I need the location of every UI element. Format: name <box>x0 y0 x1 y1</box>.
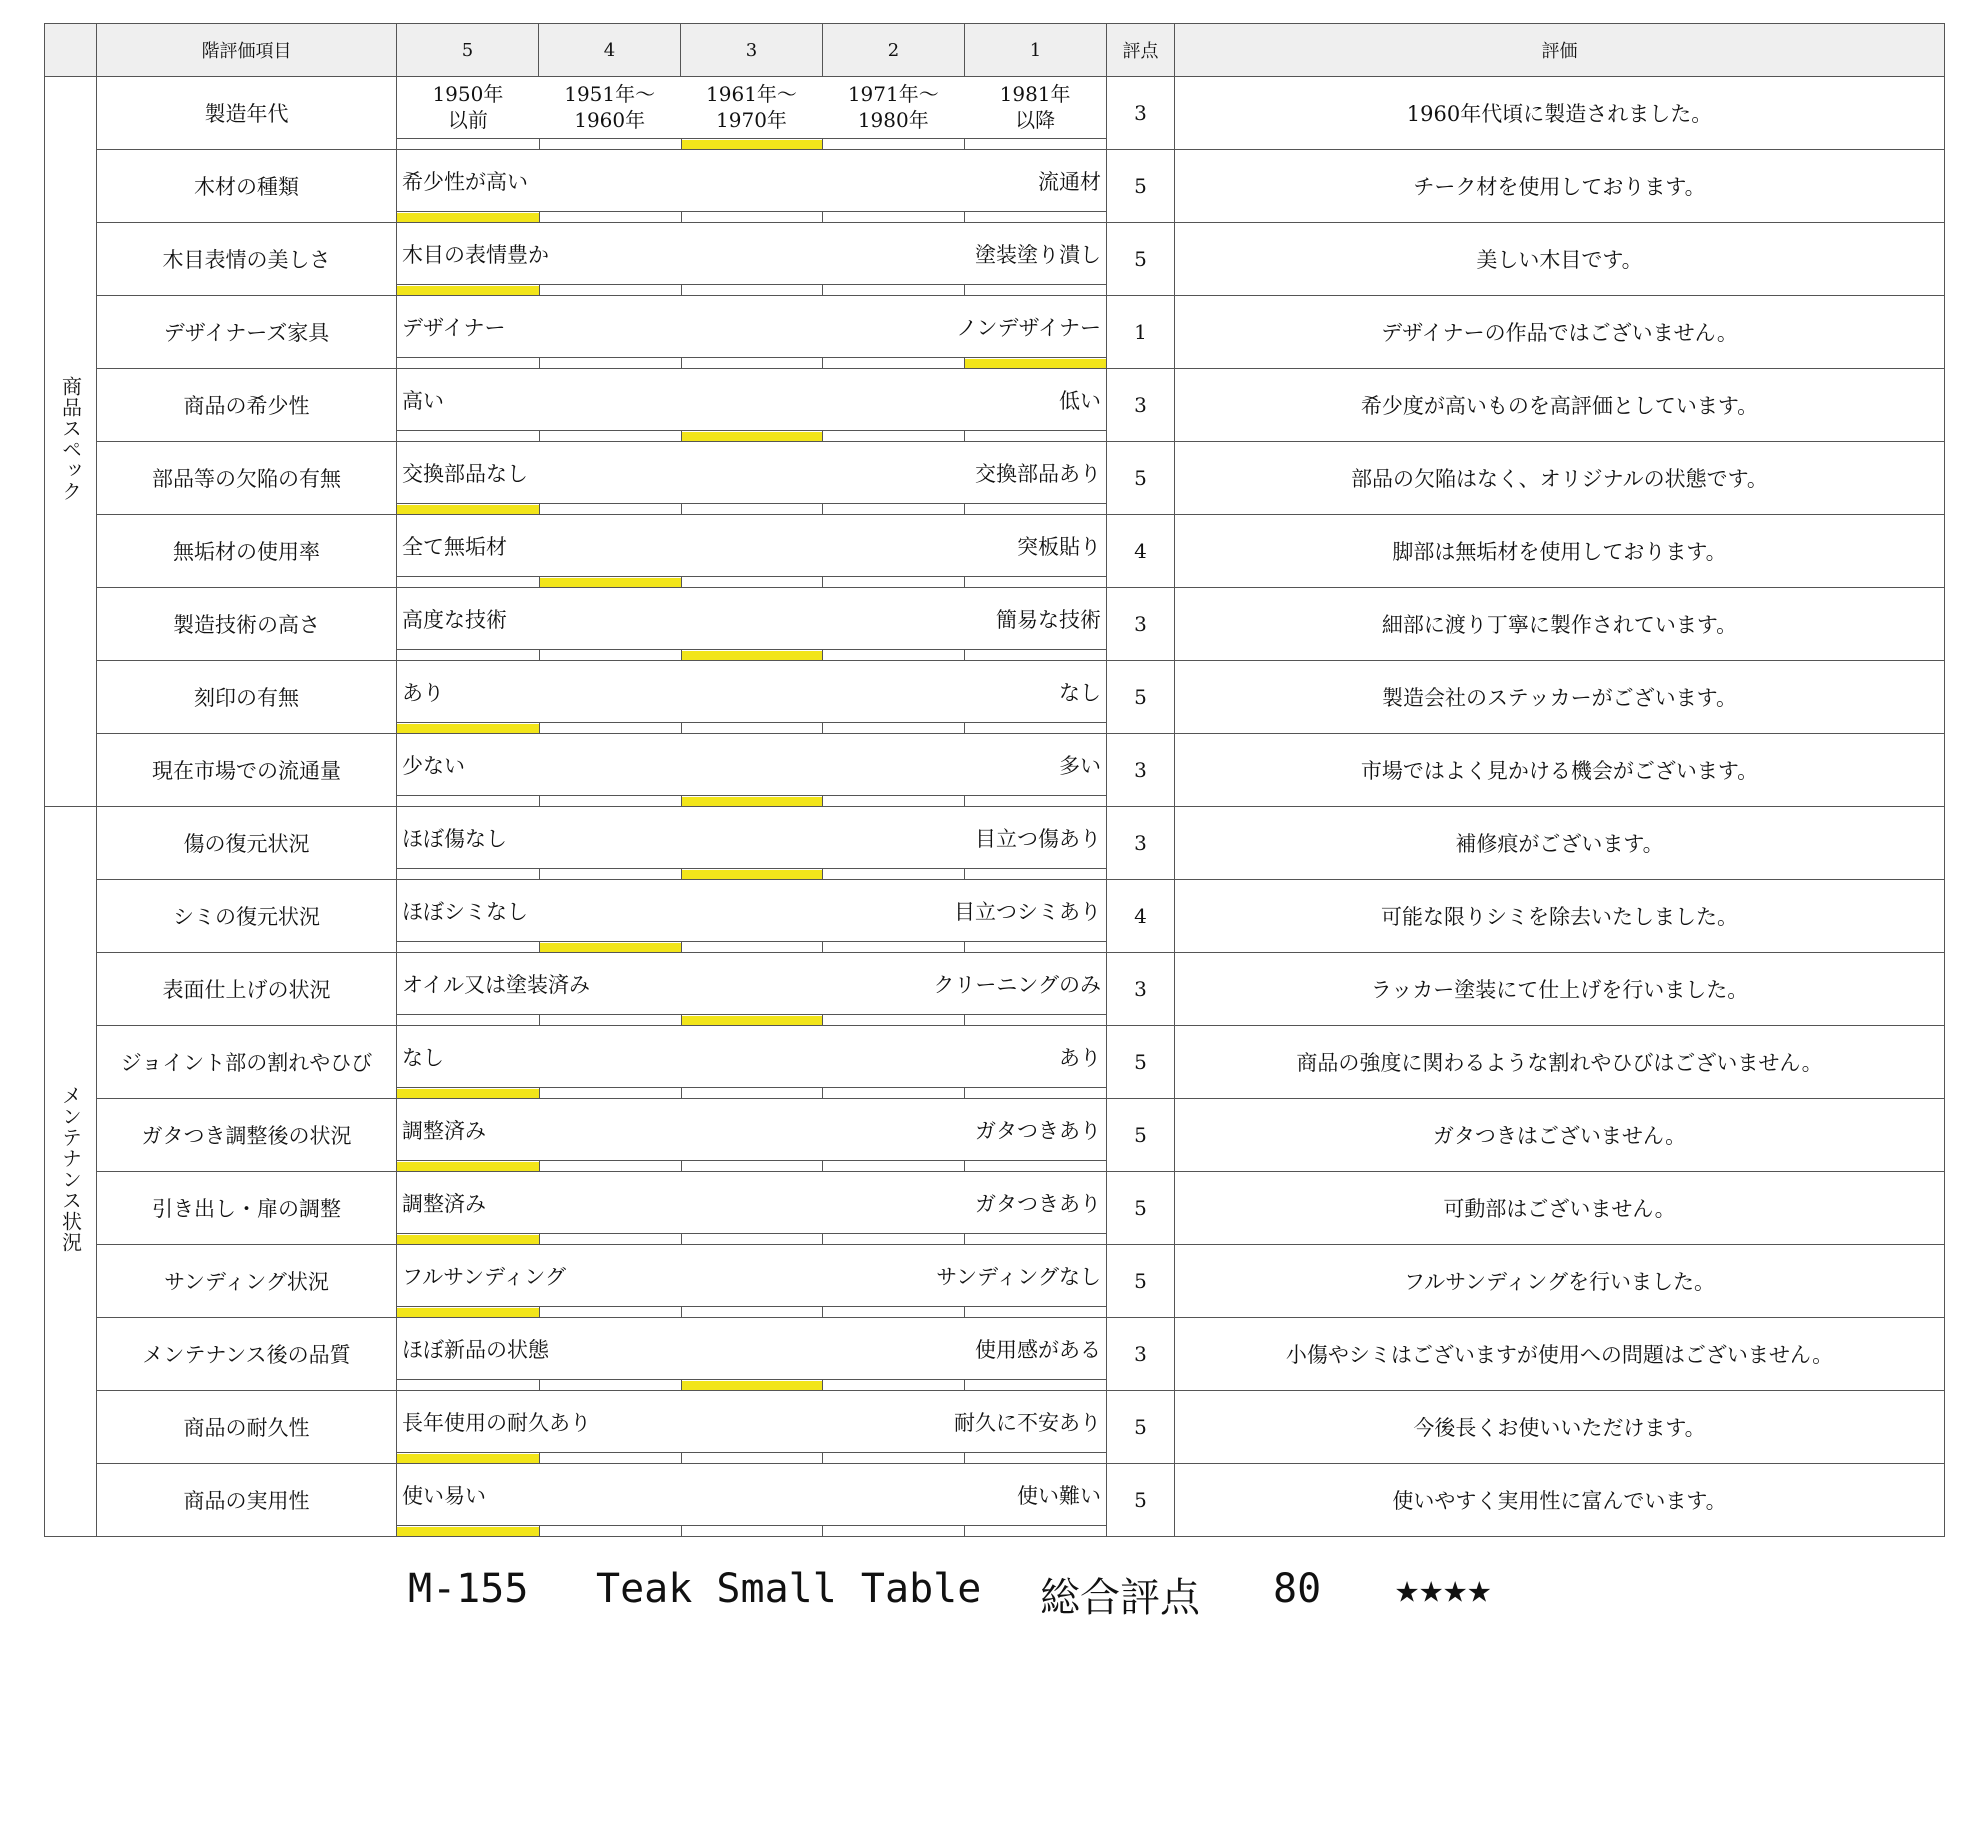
score-marker <box>397 1235 539 1244</box>
scale-track <box>397 795 1106 806</box>
product-name: Teak Small Table <box>596 1566 982 1612</box>
scale-tick <box>964 1526 965 1536</box>
year-range <box>539 81 681 137</box>
scale-track <box>397 1525 1106 1536</box>
year-range-line: 1980年 <box>857 108 929 132</box>
scale-tick <box>681 1161 682 1171</box>
year-range-line: 1961年〜 <box>706 82 797 106</box>
year-ranges <box>397 81 1106 137</box>
rating-scale <box>397 1391 1107 1464</box>
score-marker <box>681 870 823 879</box>
score-marker <box>397 1089 539 1098</box>
scale-right-label: 使い難い <box>1017 1484 1101 1508</box>
scale-tick <box>822 723 823 733</box>
scale-tick <box>539 139 540 149</box>
scale-track <box>397 576 1106 587</box>
scale-left-label: 高い <box>402 389 444 413</box>
criterion-name: 製造年代 <box>97 77 397 150</box>
group-label-text: メンテナンス状況 <box>58 1085 83 1253</box>
score-value: 3 <box>1107 77 1175 150</box>
criterion-name: 現在市場での流通量 <box>97 734 397 807</box>
score-marker <box>397 213 539 222</box>
header-level-3: 3 <box>681 24 823 77</box>
scale-left-label: ほぼシミなし <box>402 900 528 924</box>
scale-tick <box>822 796 823 806</box>
table-row <box>45 734 1945 807</box>
scale-tick <box>964 577 965 587</box>
score-value: 5 <box>1107 1172 1175 1245</box>
scale-tick <box>681 796 682 806</box>
rating-scale <box>397 1318 1107 1391</box>
scale-tick <box>964 1015 965 1025</box>
scale-left-label: 高度な技術 <box>402 608 507 632</box>
total-score: 80 <box>1273 1566 1322 1612</box>
table-row <box>45 880 1945 953</box>
scale-tick <box>539 650 540 660</box>
scale-right-label: サンディングなし <box>936 1265 1101 1289</box>
scale-tick <box>539 796 540 806</box>
scale-tick <box>964 212 965 222</box>
scale-right-label: なし <box>1059 681 1101 705</box>
score-marker <box>397 1308 539 1317</box>
scale-tick <box>964 1380 965 1390</box>
scale-track <box>397 1233 1106 1244</box>
scale-track <box>397 1160 1106 1171</box>
criterion-name: 部品等の欠陥の有無 <box>97 442 397 515</box>
scale-tick <box>964 285 965 295</box>
score-marker <box>397 505 539 514</box>
scale-tick <box>539 431 540 441</box>
scale-right-label: 目立つシミあり <box>954 900 1101 924</box>
evaluation-comment: ガタつきはございません。 <box>1175 1099 1945 1172</box>
rating-scale <box>397 77 1107 150</box>
evaluation-comment: 可動部はございません。 <box>1175 1172 1945 1245</box>
table-row <box>45 1172 1945 1245</box>
scale-track <box>397 941 1106 952</box>
scale-left-label: なし <box>402 1046 444 1070</box>
group-label <box>45 807 97 1537</box>
score-marker <box>397 286 539 295</box>
table-row <box>45 807 1945 880</box>
scale-tick <box>822 431 823 441</box>
scale-tick <box>539 1380 540 1390</box>
year-range-line: 以前 <box>447 108 488 132</box>
score-marker <box>397 1527 539 1536</box>
year-range <box>964 81 1106 137</box>
scale-tick <box>539 869 540 879</box>
score-marker <box>964 359 1106 368</box>
rating-scale <box>397 1245 1107 1318</box>
scale-track <box>397 649 1106 660</box>
table-row <box>45 1318 1945 1391</box>
scale-tick <box>964 796 965 806</box>
scale-tick <box>822 869 823 879</box>
table-row <box>45 515 1945 588</box>
criterion-name: デザイナーズ家具 <box>97 296 397 369</box>
score-marker <box>397 1162 539 1171</box>
scale-tick <box>539 504 540 514</box>
scale-left-label: 使い易い <box>402 1484 486 1508</box>
scale-tick <box>822 1380 823 1390</box>
score-marker <box>397 724 539 733</box>
scale-tick <box>681 139 682 149</box>
criterion-name: 商品の耐久性 <box>97 1391 397 1464</box>
table-row <box>45 588 1945 661</box>
criterion-name: 引き出し・扉の調整 <box>97 1172 397 1245</box>
evaluation-table <box>44 23 1945 1537</box>
scale-tick <box>964 869 965 879</box>
scale-tick <box>822 577 823 587</box>
year-range-line: 1970年 <box>716 108 787 132</box>
scale-tick <box>681 1234 682 1244</box>
scale-tick <box>681 431 682 441</box>
score-value: 3 <box>1107 807 1175 880</box>
evaluation-comment: 細部に渡り丁寧に製作されています。 <box>1175 588 1945 661</box>
header-level-2: 2 <box>823 24 965 77</box>
score-value: 5 <box>1107 1026 1175 1099</box>
scale-tick <box>539 1161 540 1171</box>
year-range <box>397 81 539 137</box>
scale-left-label: 調整済み <box>402 1192 486 1216</box>
scale-left-label: フルサンディング <box>402 1265 567 1289</box>
scale-tick <box>964 1453 965 1463</box>
evaluation-comment: 希少度が高いものを高評価としています。 <box>1175 369 1945 442</box>
scale-track <box>397 1087 1106 1098</box>
scale-tick <box>822 1307 823 1317</box>
criterion-name: 刻印の有無 <box>97 661 397 734</box>
scale-tick <box>539 723 540 733</box>
scale-tick <box>681 723 682 733</box>
scale-right-label: 塗装塗り潰し <box>975 243 1101 267</box>
rating-scale <box>397 1464 1107 1537</box>
header-level-4: 4 <box>539 24 681 77</box>
header-level-5: 5 <box>397 24 539 77</box>
header-level-1: 1 <box>965 24 1107 77</box>
score-value: 1 <box>1107 296 1175 369</box>
rating-scale <box>397 734 1107 807</box>
scale-tick <box>681 1380 682 1390</box>
header-item: 階評価項目 <box>97 24 397 77</box>
evaluation-comment: 可能な限りシミを除去いたしました。 <box>1175 880 1945 953</box>
scale-left-label: 長年使用の耐久あり <box>402 1411 591 1435</box>
scale-tick <box>964 1088 965 1098</box>
evaluation-comment: 市場ではよく見かける機会がございます。 <box>1175 734 1945 807</box>
evaluation-comment: ラッカー塗装にて仕上げを行いました。 <box>1175 953 1945 1026</box>
score-marker <box>681 140 823 149</box>
criterion-name: 無垢材の使用率 <box>97 515 397 588</box>
score-value: 5 <box>1107 661 1175 734</box>
group-label-text: 商品スペック <box>58 376 83 502</box>
scale-tick <box>681 577 682 587</box>
evaluation-comment: 小傷やシミはございますが使用への問題はございません。 <box>1175 1318 1945 1391</box>
scale-left-label: デザイナー <box>402 316 506 340</box>
rating-scale <box>397 661 1107 734</box>
table-row <box>45 1026 1945 1099</box>
scale-tick <box>539 358 540 368</box>
year-range-line: 1950年 <box>432 82 504 106</box>
scale-right-label: クリーニングのみ <box>933 973 1101 997</box>
evaluation-comment: 部品の欠陥はなく、オリジナルの状態です。 <box>1175 442 1945 515</box>
table-row <box>45 1464 1945 1537</box>
rating-scale <box>397 369 1107 442</box>
scale-tick <box>681 358 682 368</box>
header-comment: 評価 <box>1175 24 1945 77</box>
score-marker <box>397 1454 539 1463</box>
scale-tick <box>681 1088 682 1098</box>
header-corner <box>45 24 97 77</box>
evaluation-comment: 1960年代頃に製造されました。 <box>1175 77 1945 150</box>
evaluation-comment: 補修痕がございます。 <box>1175 807 1945 880</box>
scale-right-label: 使用感がある <box>975 1338 1101 1362</box>
scale-tick <box>539 1453 540 1463</box>
scale-tick <box>539 285 540 295</box>
scale-tick <box>539 1234 540 1244</box>
scale-track <box>397 868 1106 879</box>
scale-track <box>397 722 1106 733</box>
score-value: 3 <box>1107 734 1175 807</box>
scale-left-label: 希少性が高い <box>402 170 528 194</box>
scale-tick <box>822 942 823 952</box>
scale-track <box>397 503 1106 514</box>
rating-scale <box>397 442 1107 515</box>
scale-tick <box>539 1526 540 1536</box>
score-value: 5 <box>1107 442 1175 515</box>
scale-tick <box>822 285 823 295</box>
criterion-name: 木目表情の美しさ <box>97 223 397 296</box>
score-value: 5 <box>1107 1391 1175 1464</box>
scale-tick <box>539 1088 540 1098</box>
scale-tick <box>964 942 965 952</box>
year-range-line: 以降 <box>1015 108 1056 132</box>
scale-right-label: あり <box>1059 1046 1101 1070</box>
table-row <box>45 77 1945 150</box>
scale-tick <box>964 1161 965 1171</box>
score-value: 5 <box>1107 1099 1175 1172</box>
criterion-name: 商品の希少性 <box>97 369 397 442</box>
scale-tick <box>964 1307 965 1317</box>
table-row <box>45 953 1945 1026</box>
scale-tick <box>539 942 540 952</box>
criterion-name: 商品の実用性 <box>97 1464 397 1537</box>
scale-tick <box>681 1526 682 1536</box>
year-range-line: 1971年〜 <box>847 82 939 106</box>
year-range-line: 1960年 <box>574 108 646 132</box>
score-value: 5 <box>1107 223 1175 296</box>
product-code: M-155 <box>408 1566 529 1612</box>
score-value: 3 <box>1107 953 1175 1026</box>
criterion-name: シミの復元状況 <box>97 880 397 953</box>
rating-scale <box>397 296 1107 369</box>
scale-tick <box>539 1015 540 1025</box>
scale-tick <box>964 431 965 441</box>
criterion-name: ガタつき調整後の状況 <box>97 1099 397 1172</box>
scale-left-label: ほぼ新品の状態 <box>402 1338 549 1362</box>
star-rating: ★★★★ <box>1395 1566 1492 1612</box>
score-marker <box>681 432 823 441</box>
scale-tick <box>822 1453 823 1463</box>
score-value: 5 <box>1107 150 1175 223</box>
score-marker <box>539 578 681 587</box>
evaluation-comment: 美しい木目です。 <box>1175 223 1945 296</box>
score-marker <box>681 1381 823 1390</box>
scale-left-label: あり <box>402 681 444 705</box>
evaluation-comment: 使いやすく実用性に富んでいます。 <box>1175 1464 1945 1537</box>
scale-tick <box>681 504 682 514</box>
scale-tick <box>681 1307 682 1317</box>
scale-tick <box>681 869 682 879</box>
scale-tick <box>681 942 682 952</box>
evaluation-comment: 製造会社のステッカーがございます。 <box>1175 661 1945 734</box>
score-value: 3 <box>1107 369 1175 442</box>
rating-scale <box>397 588 1107 661</box>
scale-tick <box>539 577 540 587</box>
header-row <box>45 24 1945 77</box>
table-row <box>45 369 1945 442</box>
scale-tick <box>964 504 965 514</box>
scale-tick <box>539 212 540 222</box>
table-row <box>45 296 1945 369</box>
score-marker <box>681 651 823 660</box>
table-row <box>45 1391 1945 1464</box>
scale-right-label: 低い <box>1059 389 1101 413</box>
scale-right-label: 流通材 <box>1038 170 1101 194</box>
scale-tick <box>681 1015 682 1025</box>
criterion-name: 製造技術の高さ <box>97 588 397 661</box>
score-value: 5 <box>1107 1245 1175 1318</box>
score-value: 3 <box>1107 588 1175 661</box>
criterion-name: ジョイント部の割れやひび <box>97 1026 397 1099</box>
scale-tick <box>822 358 823 368</box>
score-value: 5 <box>1107 1464 1175 1537</box>
scale-right-label: 簡易な技術 <box>996 608 1101 632</box>
table-row <box>45 442 1945 515</box>
score-marker <box>681 1016 823 1025</box>
scale-tick <box>964 723 965 733</box>
year-range <box>822 81 964 137</box>
scale-right-label: ノンデザイナー <box>956 316 1101 340</box>
year-range-line: 1981年 <box>999 82 1071 106</box>
scale-right-label: ガタつきあり <box>975 1119 1101 1143</box>
score-value: 4 <box>1107 880 1175 953</box>
score-value: 3 <box>1107 1318 1175 1391</box>
scale-left-label: 全て無垢材 <box>402 535 507 559</box>
scale-tick <box>539 1307 540 1317</box>
evaluation-comment: 商品の強度に関わるような割れやひびはございません。 <box>1175 1026 1945 1099</box>
scale-tick <box>822 1161 823 1171</box>
scale-right-label: 目立つ傷あり <box>975 827 1101 851</box>
score-marker <box>681 797 823 806</box>
scale-left-label: オイル又は塗装済み <box>402 973 590 997</box>
scale-right-label: ガタつきあり <box>975 1192 1101 1216</box>
scale-tick <box>822 504 823 514</box>
table-row <box>45 1099 1945 1172</box>
rating-scale <box>397 515 1107 588</box>
table-row <box>45 661 1945 734</box>
scale-tick <box>964 139 965 149</box>
criterion-name: 表面仕上げの状況 <box>97 953 397 1026</box>
scale-track <box>397 1306 1106 1317</box>
scale-left-label: 調整済み <box>402 1119 486 1143</box>
scale-left-label: 交換部品なし <box>402 462 528 486</box>
rating-scale <box>397 880 1107 953</box>
scale-tick <box>681 212 682 222</box>
criterion-name: 木材の種類 <box>97 150 397 223</box>
score-marker <box>539 943 681 952</box>
criterion-name: サンディング状況 <box>97 1245 397 1318</box>
rating-scale <box>397 807 1107 880</box>
evaluation-comment: フルサンディングを行いました。 <box>1175 1245 1945 1318</box>
year-range-line: 1951年〜 <box>564 82 656 106</box>
scale-track <box>397 1452 1106 1463</box>
scale-tick <box>822 1234 823 1244</box>
scale-tick <box>822 139 823 149</box>
scale-tick <box>964 1234 965 1244</box>
table-row <box>45 150 1945 223</box>
scale-tick <box>681 1453 682 1463</box>
criterion-name: メンテナンス後の品質 <box>97 1318 397 1391</box>
table-row <box>45 223 1945 296</box>
scale-tick <box>822 1526 823 1536</box>
evaluation-comment: 今後長くお使いいただけます。 <box>1175 1391 1945 1464</box>
rating-scale <box>397 223 1107 296</box>
rating-scale <box>397 1099 1107 1172</box>
rating-scale <box>397 1026 1107 1099</box>
footer-summary <box>0 1566 1978 1626</box>
score-value: 4 <box>1107 515 1175 588</box>
evaluation-sheet <box>44 23 1944 1531</box>
scale-right-label: 耐久に不安あり <box>954 1411 1101 1435</box>
scale-right-label: 突板貼り <box>1017 535 1101 559</box>
evaluation-comment: チーク材を使用しております。 <box>1175 150 1945 223</box>
scale-tick <box>822 650 823 660</box>
scale-tick <box>964 358 965 368</box>
header-score: 評点 <box>1107 24 1175 77</box>
criterion-name: 傷の復元状況 <box>97 807 397 880</box>
evaluation-comment: デザイナーの作品ではございません。 <box>1175 296 1945 369</box>
year-range <box>681 81 823 137</box>
rating-scale <box>397 150 1107 223</box>
scale-right-label: 交換部品あり <box>975 462 1101 486</box>
scale-tick <box>822 1015 823 1025</box>
scale-tick <box>681 285 682 295</box>
rating-scale <box>397 1172 1107 1245</box>
scale-tick <box>822 212 823 222</box>
scale-track <box>397 1379 1106 1390</box>
rating-scale <box>397 953 1107 1026</box>
scale-track <box>397 138 1106 149</box>
scale-left-label: 少ない <box>402 754 465 778</box>
group-label <box>45 77 97 807</box>
scale-right-label: 多い <box>1059 754 1101 778</box>
scale-track <box>397 1014 1106 1025</box>
scale-tick <box>822 1088 823 1098</box>
scale-track <box>397 357 1106 368</box>
scale-track <box>397 430 1106 441</box>
table-row <box>45 1245 1945 1318</box>
scale-left-label: 木目の表情豊か <box>402 243 549 267</box>
scale-tick <box>681 650 682 660</box>
scale-track <box>397 211 1106 222</box>
evaluation-comment: 脚部は無垢材を使用しております。 <box>1175 515 1945 588</box>
scale-left-label: ほぼ傷なし <box>402 827 507 851</box>
total-label: 総合評点 <box>1040 1575 1200 1621</box>
scale-tick <box>964 650 965 660</box>
scale-track <box>397 284 1106 295</box>
